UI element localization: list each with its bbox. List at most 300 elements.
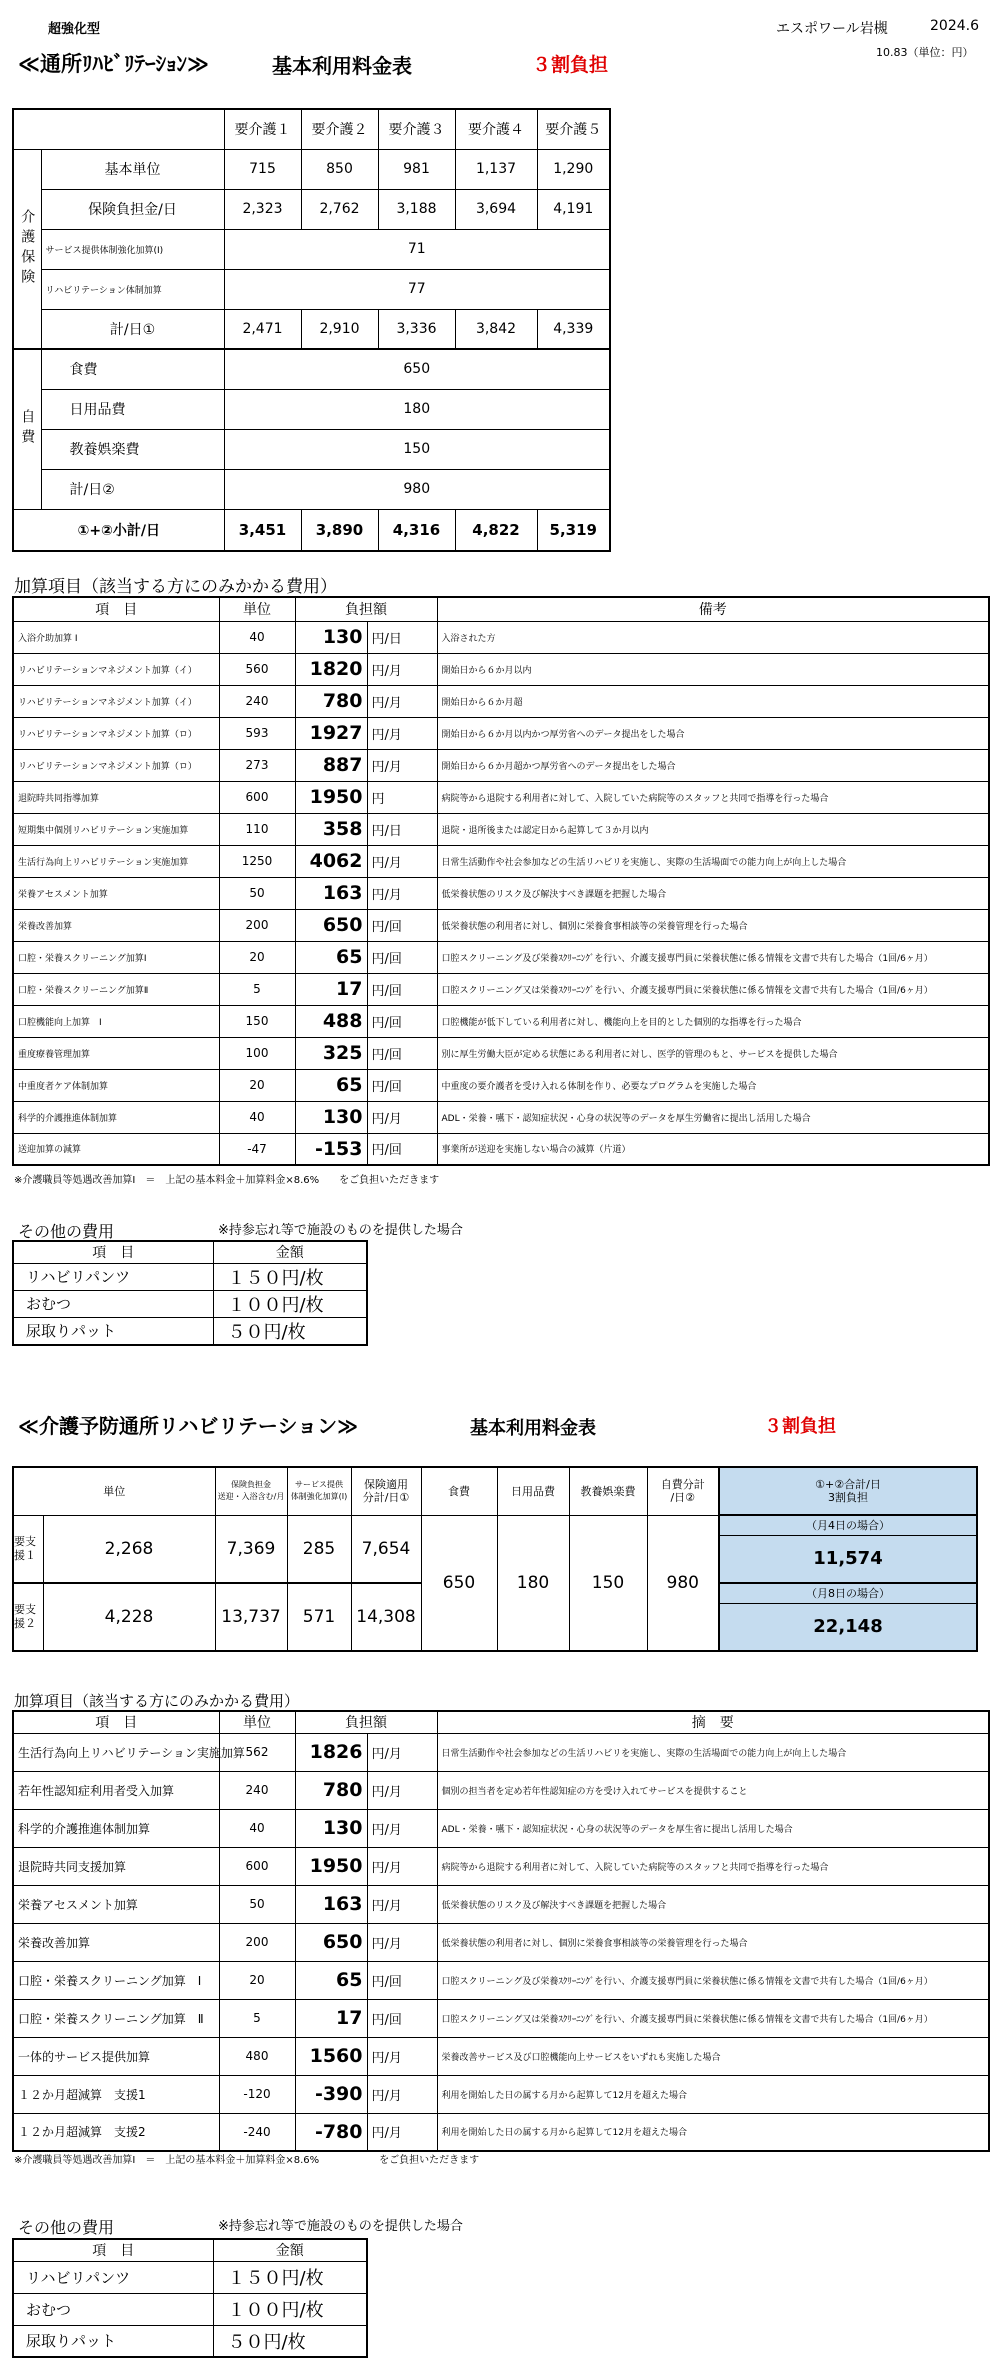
row-label: 基本単位: [41, 149, 224, 189]
addon-unit: 200: [219, 1923, 295, 1961]
table-row: [13, 877, 989, 909]
addon-amount: 163: [295, 877, 367, 909]
addon-unit: 40: [219, 1809, 295, 1847]
addon-unit: 593: [219, 717, 295, 749]
addon-footnote: [14, 1168, 439, 1187]
col-header-line: 分計/日①: [362, 1491, 410, 1505]
addon-note: ADL・栄養・嚥下・認知症状況・心身の状況等のデータを厚生労働省に提出し活用した場合: [437, 1101, 989, 1133]
addon-note: 低栄養状態の利用者に対し、個別に栄養食事相談等の栄養管理を行った場合: [437, 1923, 989, 1961]
col-header: 項 目: [13, 1711, 219, 1733]
addon-name: 口腔・栄養スクリーニング加算 Ⅰ: [13, 1961, 219, 1999]
recreation-cell: 150: [569, 1515, 647, 1651]
revision-date: 2024.6: [930, 18, 979, 34]
addon-name: リハビリテーションマネジメント加算（イ）: [13, 653, 219, 685]
addon-name: １２か月超減算 支援2: [13, 2113, 219, 2151]
table-row: [13, 309, 610, 349]
addon-per: 円/月: [367, 653, 437, 685]
addon-name: 科学的介護推進体制加算: [13, 1101, 219, 1133]
item-name: おむつ: [13, 2293, 213, 2325]
addon-name: 生活行為向上リハビリテーション実施加算: [13, 1733, 219, 1771]
table-row: [13, 1923, 989, 1961]
addon-per: 円/回: [367, 1133, 437, 1165]
addon-per: 円/回: [367, 941, 437, 973]
addon-amount: 163: [295, 1885, 367, 1923]
addon-per: 円/月: [367, 1733, 437, 1771]
col-header-line: 自費分計: [660, 1478, 705, 1492]
cell: 3,842: [455, 309, 537, 349]
addon-unit: 240: [219, 685, 295, 717]
addon-name: 退院時共同支援加算: [13, 1847, 219, 1885]
table-row: [13, 749, 989, 781]
table-row: [13, 349, 610, 389]
table-row: [13, 1809, 989, 1847]
addon-amount: 17: [295, 973, 367, 1005]
table-row: [13, 653, 989, 685]
cell: 4,822: [455, 509, 537, 551]
other-fees-caption: その他の費用: [18, 1222, 115, 1241]
cell: 14,308: [351, 1583, 421, 1651]
addon-note: 口腔スクリーニング又は栄養ｽｸﾘｰﾆﾝｸﾞを行い、介護支援専門員に栄養状態に係る情報を文書で共有した場合（1回/6ヶ月）: [437, 1999, 989, 2037]
group-label-self: 自費: [13, 349, 41, 509]
addon-amount: 130: [295, 621, 367, 653]
addon-note: 入浴された方: [437, 621, 989, 653]
addon-note: 事業所が送迎を実施しない場合の減算（片道）: [437, 1133, 989, 1165]
table-row: [13, 1847, 989, 1885]
addon-name: 短期集中個別リハビリテーション実施加算: [13, 813, 219, 845]
col-header: 項 目: [13, 597, 219, 621]
footnote-text: ※介護職員等処遇改善加算Ⅰ ＝ 上記の基本料金＋加算料金×8.6% をご負担いただきます: [14, 2155, 480, 2166]
table-row: [13, 2293, 367, 2325]
col-header: 単位: [13, 1467, 215, 1515]
section2-subtitle: 基本利用料金表: [470, 1418, 596, 1439]
addon-per: 円/回: [367, 973, 437, 1005]
cell: 2,471: [224, 309, 301, 349]
addon-per: 円/回: [367, 1037, 437, 1069]
group-label-insurance: 介護保険: [13, 149, 41, 349]
cell: 71: [224, 229, 610, 269]
col-header-line: 保険負担金: [231, 1480, 271, 1490]
facility-name: エスポワール岩槻: [776, 21, 888, 37]
other-fees-table: [12, 1240, 368, 1346]
cell: 3,694: [455, 189, 537, 229]
addon-per: 円/回: [367, 1961, 437, 1999]
row-label: 保険負担金/日: [41, 189, 224, 229]
col-header: 要介護１: [224, 109, 301, 149]
table-row: [13, 1037, 989, 1069]
other-fees2-caption: その他の費用: [18, 2218, 115, 2237]
table-row: [13, 1290, 367, 1317]
addon-note: 口腔スクリーニング及び栄養ｽｸﾘｰﾆﾝｸﾞを行い、介護支援専門員に栄養状態に係る情報を文書で共有した場合（1回/6ヶ月）: [437, 1961, 989, 1999]
table-row: [13, 149, 610, 189]
table-row: [13, 1961, 989, 1999]
table-row: [13, 621, 989, 653]
row-label: 日用品費: [41, 389, 224, 429]
col-header: [647, 1467, 719, 1515]
table-row: [13, 909, 989, 941]
col-header: 食費: [421, 1467, 497, 1515]
addon-amount: 325: [295, 1037, 367, 1069]
table-row: [13, 2261, 367, 2293]
addon-unit: 110: [219, 813, 295, 845]
col-header: 要介護４: [455, 109, 537, 149]
addon-note: 個別の担当者を定め若年性認知症の方を受け入れてサービスを提供すること: [437, 1771, 989, 1809]
cell: 285: [287, 1515, 351, 1583]
row-label: ①+②小計/日: [13, 509, 224, 551]
col-header-line: 3割負担: [828, 1491, 868, 1504]
addon-amount: 1560: [295, 2037, 367, 2075]
col-header-line: /日②: [670, 1491, 696, 1505]
addon-amount: 780: [295, 685, 367, 717]
daily-goods-cell: 180: [497, 1515, 569, 1651]
cell: 150: [224, 429, 610, 469]
item-price: １５０円/枚: [213, 1263, 367, 1290]
col-header-line: ①+②合計/日: [815, 1478, 881, 1491]
table-row: [13, 813, 989, 845]
row-label: 教養娯楽費: [41, 429, 224, 469]
table-header-row: [13, 597, 989, 621]
cell: 715: [224, 149, 301, 189]
table-row: [13, 2113, 989, 2151]
addon-per: 円/月: [367, 1885, 437, 1923]
addon-note: 開始日から６か月以内かつ厚労省へのデータ提出をした場合: [437, 717, 989, 749]
cell: 1,290: [537, 149, 610, 189]
addon-amount: 650: [295, 909, 367, 941]
addon-note: 利用を開始した日の属する月から起算して12月を超えた場合: [437, 2075, 989, 2113]
table-row: [13, 1133, 989, 1165]
addon-unit: 100: [219, 1037, 295, 1069]
addon-name: 退院時共同指導加算: [13, 781, 219, 813]
table-row: [13, 429, 610, 469]
col-header: 単位: [219, 1711, 295, 1733]
addon-note: 日常生活動作や社会参加などの生活リハビリを実施し、実際の生活場面での能力向上が向上した場合: [437, 1733, 989, 1771]
item-name: 尿取りパット: [13, 1317, 213, 1345]
addon-name: １２か月超減算 支援1: [13, 2075, 219, 2113]
col-header-line: 保険適用: [364, 1478, 408, 1492]
addon-unit: 150: [219, 1005, 295, 1037]
addon-name: 口腔機能向上加算 Ⅰ: [13, 1005, 219, 1037]
table-header-row: [13, 109, 610, 149]
addon-unit: 40: [219, 1101, 295, 1133]
addon2-caption: 加算項目（該当する方にのみかかる費用）: [14, 1692, 300, 1710]
addon-per: 円: [367, 781, 437, 813]
addon2-table: [12, 1710, 990, 2152]
case-label: （月8日の場合）: [719, 1583, 977, 1603]
addon-unit: 40: [219, 621, 295, 653]
table-row: [13, 973, 989, 1005]
item-price: １００円/枚: [213, 2293, 367, 2325]
other-fees2-note: ※持参忘れ等で施設のものを提供した場合: [218, 2219, 463, 2234]
item-price: ５０円/枚: [213, 1317, 367, 1345]
addon-table: [12, 596, 990, 1166]
addon-amount: 1927: [295, 717, 367, 749]
cell: 13,737: [215, 1583, 287, 1651]
addon-note: 開始日から６か月超: [437, 685, 989, 717]
addon-note: 口腔機能が低下している利用者に対し、機能向上を目的とした個別的な指導を行った場合: [437, 1005, 989, 1037]
cell: 3,890: [301, 509, 378, 551]
total-cell: 11,574: [719, 1535, 977, 1583]
addon-name: 一体的サービス提供加算: [13, 2037, 219, 2075]
other-fees-note: ※持参忘れ等で施設のものを提供した場合: [218, 1223, 463, 1238]
addon-amount: 130: [295, 1101, 367, 1133]
addon-unit: 600: [219, 1847, 295, 1885]
row-label: リハビリテーション体制加算: [41, 269, 224, 309]
addon-name: リハビリテーションマネジメント加算（ロ）: [13, 717, 219, 749]
addon-per: 円/回: [367, 1069, 437, 1101]
addon-amount: 1950: [295, 1847, 367, 1885]
table-row: [13, 1005, 989, 1037]
addon-unit: 20: [219, 941, 295, 973]
addon-amount: 1826: [295, 1733, 367, 1771]
addon-amount: 1820: [295, 653, 367, 685]
addon-note: 別に厚生労働大臣が定める状態にある利用者に対し、医学的管理のもと、サービスを提供した場合: [437, 1037, 989, 1069]
addon-name: 栄養アセスメント加算: [13, 1885, 219, 1923]
col-header: 金額: [213, 1241, 367, 1263]
table-row: [13, 269, 610, 309]
cell: 1,137: [455, 149, 537, 189]
addon-per: 円/月: [367, 877, 437, 909]
care-fee-table: [12, 108, 611, 552]
col-header: 負担額: [295, 597, 437, 621]
addon-name: 栄養改善加算: [13, 1923, 219, 1961]
cell: 4,316: [378, 509, 455, 551]
addon-per: 円/回: [367, 909, 437, 941]
row-label: 計/日②: [41, 469, 224, 509]
col-header: 備考: [437, 597, 989, 621]
table-header-row: [13, 1241, 367, 1263]
cell: 4,191: [537, 189, 610, 229]
addon-name: 若年性認知症利用者受入加算: [13, 1771, 219, 1809]
cell: 980: [224, 469, 610, 509]
cell: 3,451: [224, 509, 301, 551]
addon-per: 円/月: [367, 2075, 437, 2113]
table-row: [13, 389, 610, 429]
cell: 2,762: [301, 189, 378, 229]
col-header: 負担額: [295, 1711, 437, 1733]
item-price: １５０円/枚: [213, 2261, 367, 2293]
cell: 2,323: [224, 189, 301, 229]
col-header: 金額: [213, 2239, 367, 2261]
addon-note: 低栄養状態のリスク及び解決すべき課題を把握した場合: [437, 1885, 989, 1923]
addon-per: 円/日: [367, 813, 437, 845]
table-row: [13, 2325, 367, 2357]
table-row: [13, 781, 989, 813]
col-header: 日用品費: [497, 1467, 569, 1515]
addon-amount: -390: [295, 2075, 367, 2113]
col-header-line: サービス提供: [295, 1480, 343, 1490]
addon-note: 開始日から６か月以内: [437, 653, 989, 685]
addon-note: 栄養改善サービス及び口腔機能向上サービスをいずれも実施した場合: [437, 2037, 989, 2075]
addon-amount: -780: [295, 2113, 367, 2151]
addon-per: 円/月: [367, 1771, 437, 1809]
addon-note: 病院等から退院する利用者に対して、入院していた病院等のスタッフと共同で指導を行った場合: [437, 781, 989, 813]
total-cell: 22,148: [719, 1603, 977, 1651]
burden-label: ３割負担: [532, 54, 609, 76]
cell: 3,188: [378, 189, 455, 229]
table-row: [13, 2037, 989, 2075]
table-row: [13, 1885, 989, 1923]
addon-amount: 130: [295, 1809, 367, 1847]
addon-name: 栄養改善加算: [13, 909, 219, 941]
addon-amount: 65: [295, 1961, 367, 1999]
addon-note: 口腔スクリーニング又は栄養ｽｸﾘｰﾆﾝｸﾞを行い、介護支援専門員に栄養状態に係る情報を文書で共有した場合（1回/6ヶ月）: [437, 973, 989, 1005]
cell: 4,339: [537, 309, 610, 349]
footnote-text: ※介護職員等処遇改善加算Ⅰ ＝ 上記の基本料金＋加算料金×8.6% をご負担いただきます: [14, 1175, 440, 1186]
addon-per: 円/月: [367, 2037, 437, 2075]
addon-per: 円/月: [367, 1847, 437, 1885]
table-row: [13, 229, 610, 269]
addon-amount: 1950: [295, 781, 367, 813]
addon-unit: 600: [219, 781, 295, 813]
addon-note: 中重度の要介護者を受け入れる体制を作り、必要なプログラムを実施した場合: [437, 1069, 989, 1101]
addon2-footnote: [14, 2148, 479, 2167]
addon-amount: 65: [295, 941, 367, 973]
addon-unit: 5: [219, 973, 295, 1005]
addon-per: 円/回: [367, 1005, 437, 1037]
addon-note: 低栄養状態のリスク及び解決すべき課題を把握した場合: [437, 877, 989, 909]
addon-unit: 200: [219, 909, 295, 941]
cell: 7,369: [215, 1515, 287, 1583]
addon-amount: 488: [295, 1005, 367, 1037]
addon-unit: 240: [219, 1771, 295, 1809]
addon-note: 口腔スクリーニング及び栄養ｽｸﾘｰﾆﾝｸﾞを行い、介護支援専門員に栄養状態に係る情報を文書で共有した場合（1回/6ヶ月）: [437, 941, 989, 973]
addon-name: リハビリテーションマネジメント加算（ロ）: [13, 749, 219, 781]
cell: 4,228: [43, 1583, 215, 1651]
addon-name: 口腔・栄養スクリーニング加算 Ⅱ: [13, 1999, 219, 2037]
addon-unit: 50: [219, 1885, 295, 1923]
page-subtitle: 基本利用料金表: [272, 54, 412, 78]
row-label: 計/日①: [41, 309, 224, 349]
subtotal-row: [13, 509, 610, 551]
addon-name: 栄養アセスメント加算: [13, 877, 219, 909]
corner-cell: [13, 109, 224, 149]
addon-per: 円/日: [367, 621, 437, 653]
row-label: 要支援１: [13, 1515, 43, 1583]
case-label: （月4日の場合）: [719, 1515, 977, 1535]
table-row: [13, 685, 989, 717]
cell: 571: [287, 1583, 351, 1651]
cell: 7,654: [351, 1515, 421, 1583]
addon-name: 生活行為向上リハビリテーション実施加算: [13, 845, 219, 877]
addon-name: 中重度者ケア体制加算: [13, 1069, 219, 1101]
addon-per: 円/月: [367, 1809, 437, 1847]
addon-unit: 50: [219, 877, 295, 909]
addon-name: 科学的介護推進体制加算: [13, 1809, 219, 1847]
addon-unit: 273: [219, 749, 295, 781]
col-header: 項 目: [13, 1241, 213, 1263]
section2-title: ≪介護予防通所リハビリテーション≫: [18, 1414, 359, 1438]
col-header: 要介護３: [378, 109, 455, 149]
col-header-line: 体制強化加算(Ⅰ): [290, 1492, 348, 1502]
addon-amount: -153: [295, 1133, 367, 1165]
item-name: リハビリパンツ: [13, 2261, 213, 2293]
addon-per: 円/月: [367, 717, 437, 749]
table-row: [13, 1999, 989, 2037]
table-row: [13, 1069, 989, 1101]
addon-amount: 650: [295, 1923, 367, 1961]
addon-per: 円/月: [367, 749, 437, 781]
table-row: [13, 1515, 977, 1535]
item-price: ５０円/枚: [213, 2325, 367, 2357]
addon-note: 低栄養状態の利用者に対し、個別に栄養食事相談等の栄養管理を行った場合: [437, 909, 989, 941]
food-cell: 650: [421, 1515, 497, 1651]
table-row: [13, 845, 989, 877]
cell: 180: [224, 389, 610, 429]
table-row: [13, 1733, 989, 1771]
addon-note: 利用を開始した日の属する月から起算して12月を超えた場合: [437, 2113, 989, 2151]
col-header: 項 目: [13, 2239, 213, 2261]
addon-name: 重度療養管理加算: [13, 1037, 219, 1069]
cell: 3,336: [378, 309, 455, 349]
cell: 650: [224, 349, 610, 389]
addon-amount: 358: [295, 813, 367, 845]
table-row: [13, 1101, 989, 1133]
cell: 850: [301, 149, 378, 189]
section2-burden-label: ３割負担: [764, 1416, 836, 1437]
addon-name: 口腔・栄養スクリーニング加算Ⅱ: [13, 973, 219, 1005]
col-header-line: 送迎・入浴含む/月: [217, 1492, 285, 1502]
table-header-row: [13, 1467, 977, 1515]
row-label: サービス提供体制強化加算(Ⅰ): [41, 229, 224, 269]
addon-amount: 17: [295, 1999, 367, 2037]
addon-note: 開始日から６か月超かつ厚労省へのデータ提出をした場合: [437, 749, 989, 781]
addon-unit: 562: [219, 1733, 295, 1771]
addon-per: 円/回: [367, 1999, 437, 2037]
col-header: [351, 1467, 421, 1515]
addon-name: リハビリテーションマネジメント加算（イ）: [13, 685, 219, 717]
addon-unit: 20: [219, 1069, 295, 1101]
table-header-row: [13, 1711, 989, 1733]
addon-unit: 1250: [219, 845, 295, 877]
item-name: おむつ: [13, 1290, 213, 1317]
cell: 2,268: [43, 1515, 215, 1583]
addon-unit: 480: [219, 2037, 295, 2075]
item-name: 尿取りパット: [13, 2325, 213, 2357]
addon-per: 円/月: [367, 2113, 437, 2151]
col-header: 要介護２: [301, 109, 378, 149]
addon-per: 円/月: [367, 1923, 437, 1961]
addon-per: 円/月: [367, 685, 437, 717]
addon-amount: 780: [295, 1771, 367, 1809]
table-row: [13, 2075, 989, 2113]
item-price: １００円/枚: [213, 1290, 367, 1317]
addon-caption: 加算項目（該当する方にのみかかる費用）: [14, 577, 337, 597]
addon-amount: 65: [295, 1069, 367, 1101]
self-total-cell: 980: [647, 1515, 719, 1651]
cell: 2,910: [301, 309, 378, 349]
other-fees2-table: [12, 2238, 368, 2358]
col-header: 単位: [219, 597, 295, 621]
addon-unit: -240: [219, 2113, 295, 2151]
addon-unit: 20: [219, 1961, 295, 1999]
unit-note: 10.83（単位：円）: [876, 46, 974, 59]
table-row: [13, 941, 989, 973]
table-header-row: [13, 2239, 367, 2261]
addon-name: 口腔・栄養スクリーニング加算Ⅰ: [13, 941, 219, 973]
table-row: [13, 1771, 989, 1809]
table-row: [13, 189, 610, 229]
addon-note: ADL・栄養・嚥下・認知症状況・心身の状況等のデータを厚生省に提出し活用した場合: [437, 1809, 989, 1847]
addon-unit: 5: [219, 1999, 295, 2037]
row-label: 要支援２: [13, 1583, 43, 1651]
page-title: ≪通所ﾘﾊﾋﾞﾘﾃｰｼｮﾝ≫: [18, 52, 209, 76]
table-row: [13, 469, 610, 509]
addon-note: 退院・退所後または認定日から起算して３か月以内: [437, 813, 989, 845]
table-row: [13, 717, 989, 749]
service-type-badge: 超強化型: [48, 22, 101, 37]
addon-amount: 887: [295, 749, 367, 781]
addon-per: 円/月: [367, 1101, 437, 1133]
addon-note: 病院等から退院する利用者に対して、入院していた病院等のスタッフと共同で指導を行った場合: [437, 1847, 989, 1885]
